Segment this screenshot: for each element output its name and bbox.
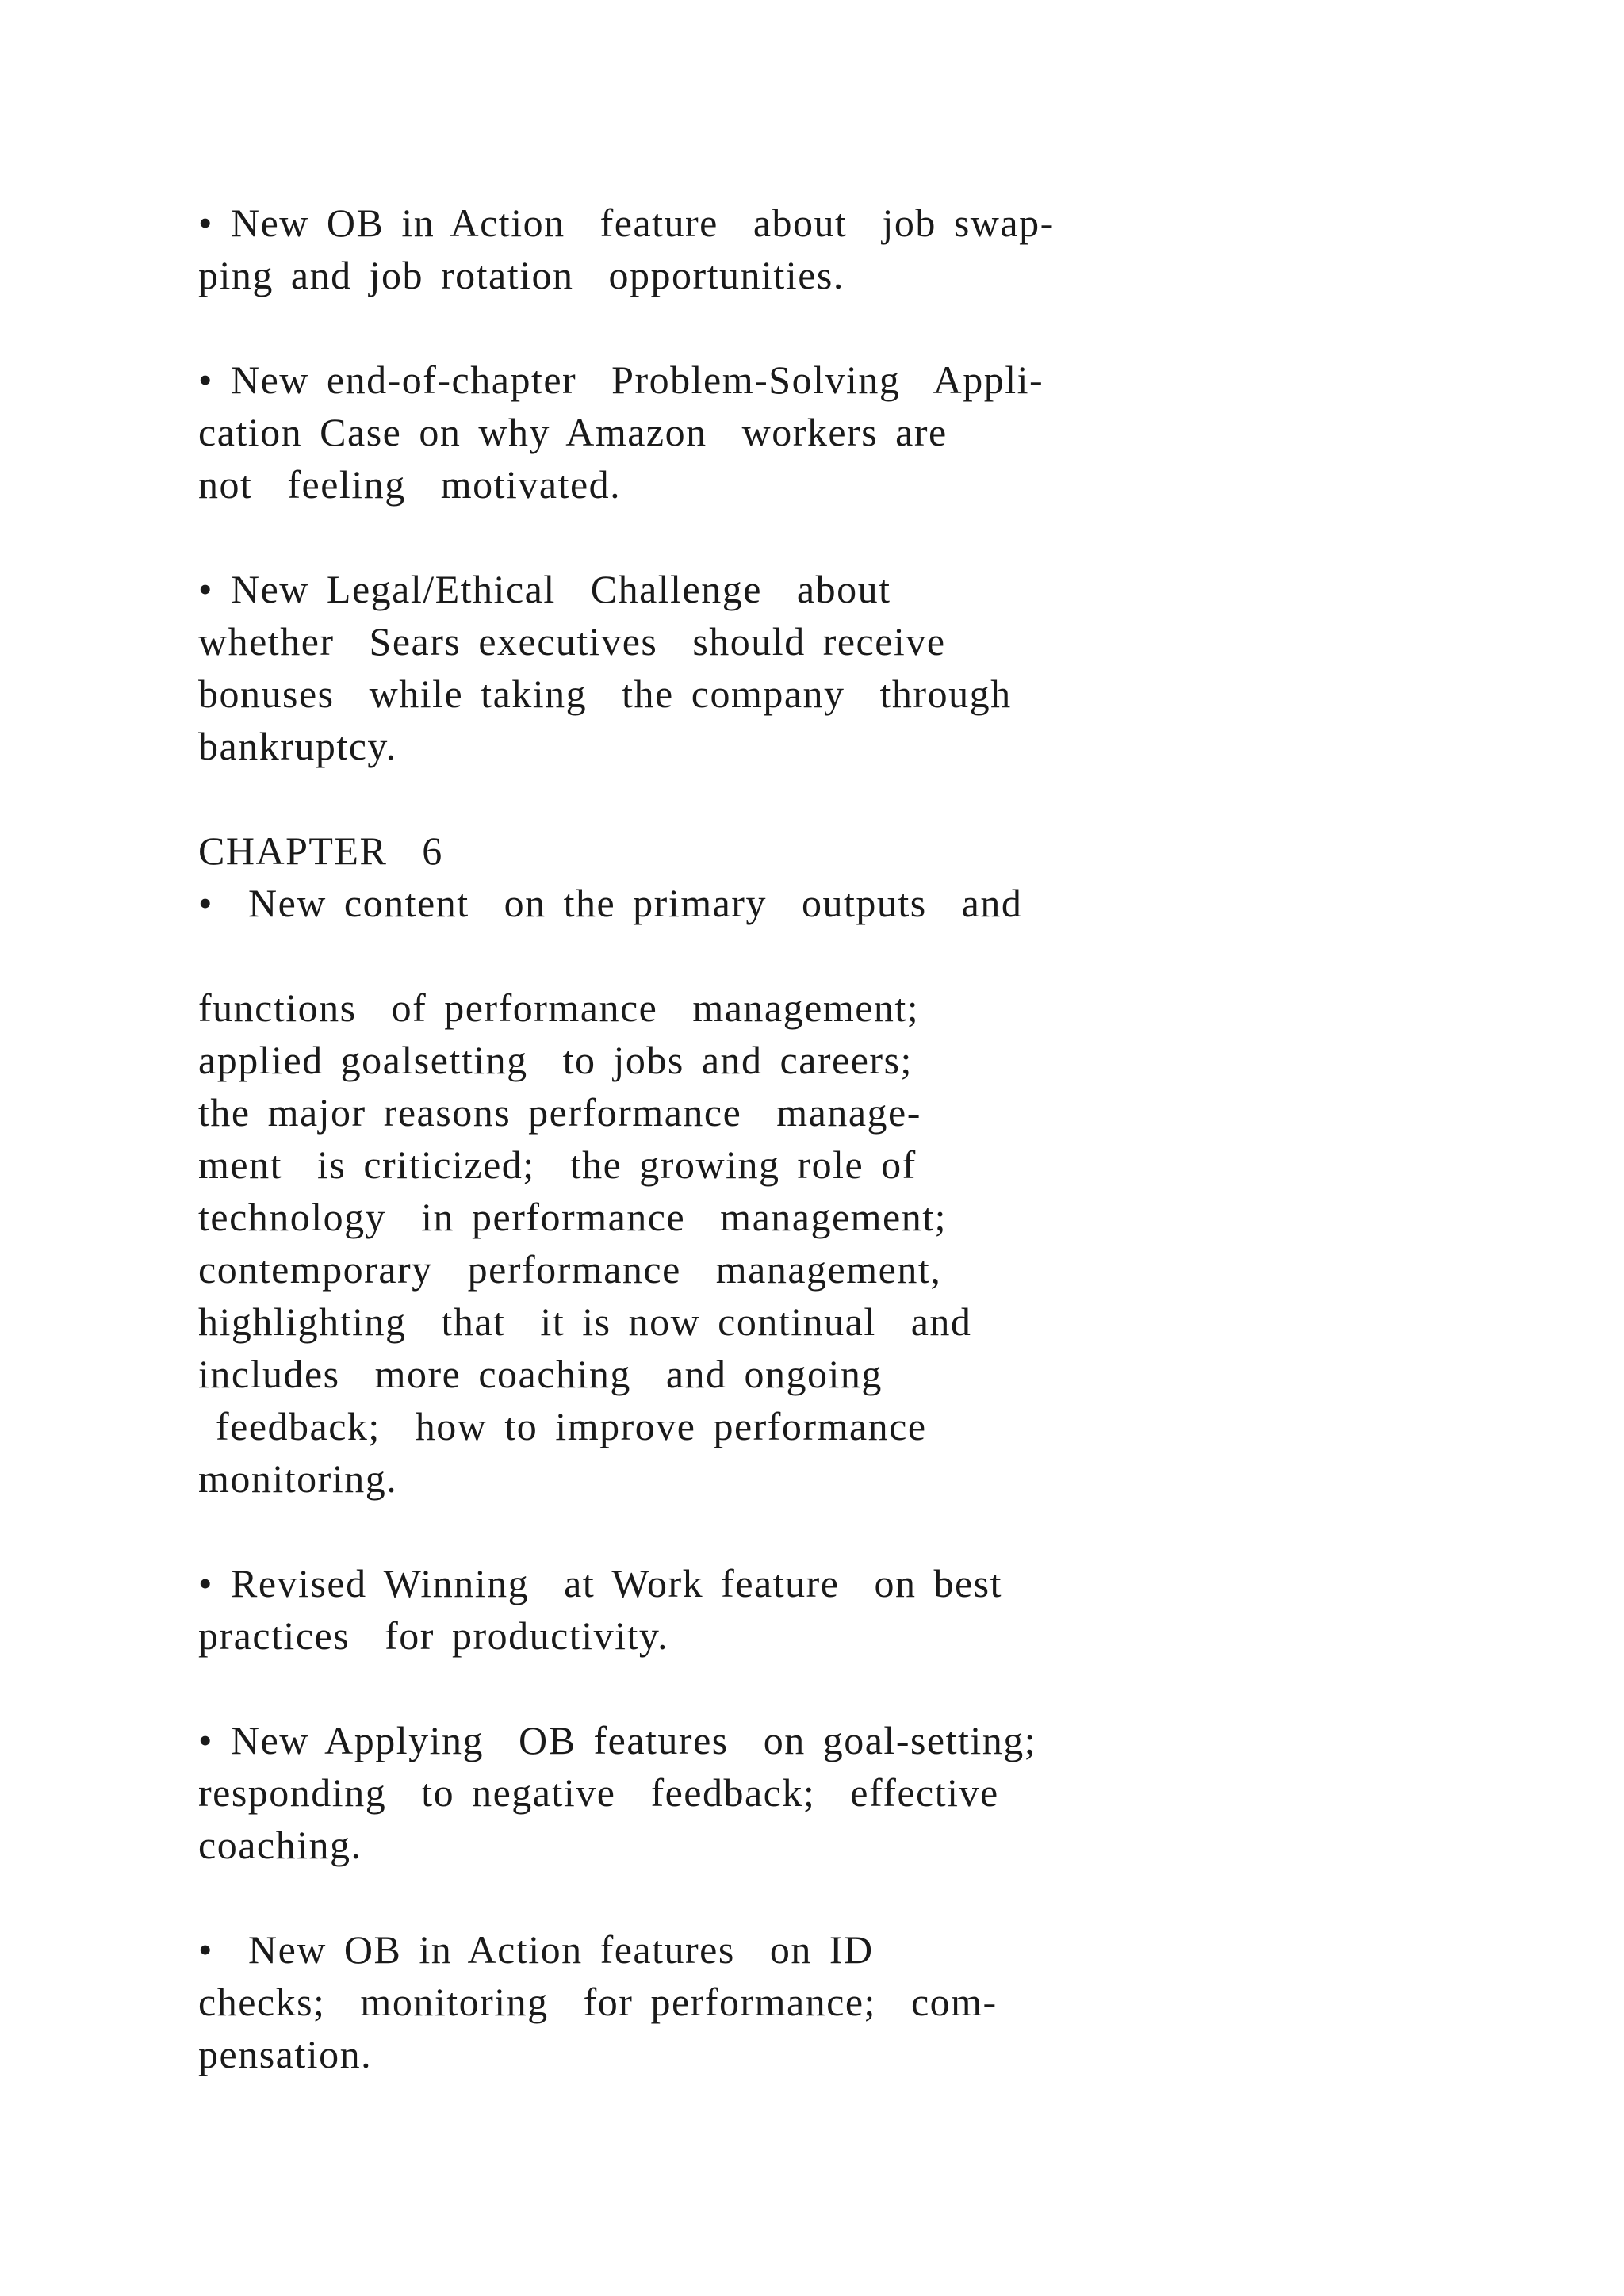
text-line: ping and job rotation opportunities.	[198, 253, 845, 297]
text-line: feedback; how to improve performance	[198, 1404, 927, 1448]
bullet-winning-at-work: • Revised Winning at Work feature on best	[198, 1561, 1002, 1605]
text-line: bankruptcy.	[198, 724, 397, 768]
text-line: monitoring.	[198, 1456, 398, 1501]
text-line: contemporary performance management,	[198, 1247, 942, 1292]
text-line: technology in performance management;	[198, 1195, 948, 1239]
bullet-ob-in-action-id-checks: • New OB in Action features on ID	[198, 1927, 874, 1972]
text-line: checks; monitoring for performance; com-	[198, 1980, 998, 2024]
bullet-applying-ob: • New Applying OB features on goal-setting;	[198, 1718, 1037, 1762]
text-line: responding to negative feedback; effective	[198, 1770, 999, 1815]
text-line: bonuses while taking the company through	[198, 672, 1012, 716]
text-line: cation Case on why Amazon workers are	[198, 410, 948, 454]
bullet-ob-in-action-job-swap: • New OB in Action feature about job swap-	[198, 201, 1055, 245]
text-line: includes more coaching and ongoing	[198, 1352, 883, 1396]
bullet-problem-solving-case: • New end-of-chapter Problem-Solving Appli-	[198, 358, 1044, 402]
text-line: not feeling motivated.	[198, 462, 622, 507]
text-line: highlighting that it is now continual and	[198, 1299, 972, 1344]
text-line: practices for productivity.	[198, 1613, 669, 1658]
chapter-heading: CHAPTER 6	[198, 828, 443, 873]
text-line: functions of performance management;	[198, 985, 920, 1030]
text-line: the major reasons performance manage-	[198, 1090, 921, 1135]
text-line: ment is criticized; the growing role of	[198, 1142, 917, 1187]
text-line: coaching.	[198, 1823, 362, 1867]
bullet-legal-ethical-challenge: • New Legal/Ethical Challenge about	[198, 567, 891, 611]
text-line: applied goalsetting to jobs and careers;	[198, 1038, 913, 1082]
text-line: pensation.	[198, 2032, 373, 2076]
text-line: whether Sears executives should receive	[198, 619, 946, 664]
bullet-new-content-performance: • New content on the primary outputs and	[198, 881, 1023, 925]
